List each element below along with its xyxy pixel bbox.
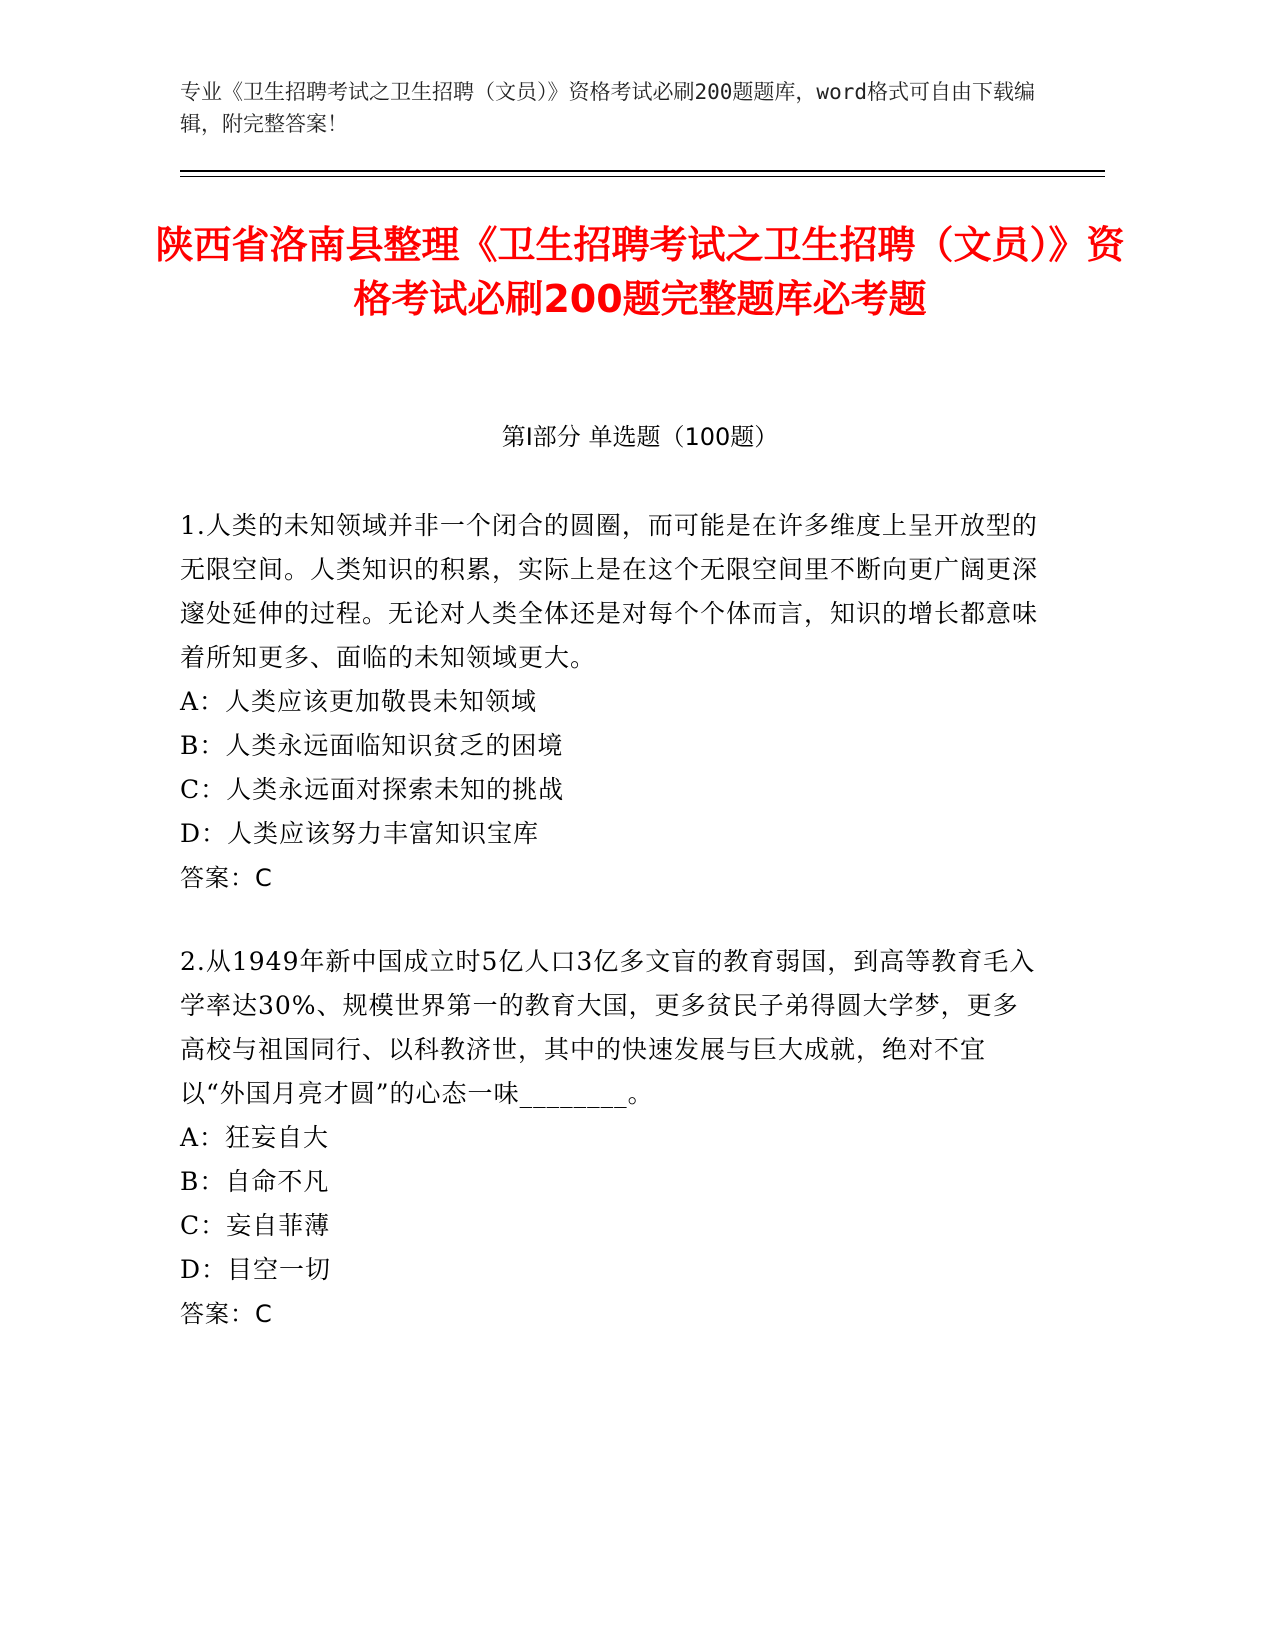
question-2 — [180, 940, 1040, 1336]
answer: 答案：C — [180, 864, 273, 892]
answer: 答案：C — [180, 1300, 273, 1328]
option-b: B：自命不凡 — [180, 1167, 330, 1196]
option-a: A：人类应该更加敬畏未知领域 — [180, 687, 538, 716]
header-note: 专业《卫生招聘考试之卫生招聘（文员）》资格考试必刷200题题库，word格式可自由下载编辑，附完整答案！ — [180, 80, 1035, 136]
document-title: 陕西省洛南县整理《卫生招聘考试之卫生招聘（文员）》资格考试必刷200题完整题库必考题 — [155, 223, 1125, 321]
option-d: D：目空一切 — [180, 1255, 332, 1284]
option-b: B：人类永远面临知识贫乏的困境 — [180, 731, 564, 760]
option-c: C：人类永远面对探索未知的挑战 — [180, 775, 565, 804]
question-stem: 1.人类的未知领域并非一个闭合的圆圈，而可能是在许多维度上呈开放型的无限空间。人类知识的积累，实际上是在这个无限空间里不断向更广阔更深邃处延伸的过程。无论对人类全体还是对每个个体而言，知识的增长都意味着所知更多、面临的未知领域更大。 — [180, 511, 1039, 672]
question-1 — [180, 504, 1040, 900]
header-rule-thin — [180, 176, 1105, 177]
option-d: D：人类应该努力丰富知识宝库 — [180, 819, 540, 848]
option-a: A：狂妄自大 — [180, 1123, 330, 1152]
option-c: C：妄自菲薄 — [180, 1211, 331, 1240]
question-stem: 2.从1949年新中国成立时5亿人口3亿多文盲的教育弱国，到高等教育毛入学率达30%、规模世界第一的教育大国，更多贫民子弟得圆大学梦，更多高校与祖国同行、以科教济世，其中的快速发展与巨大成就，绝对不宜以“外国月亮才圆”的心态一味________。 — [180, 947, 1036, 1108]
header-rule-thick — [180, 170, 1105, 172]
section-heading: 第Ⅰ部分 单选题（100题） — [501, 423, 779, 451]
